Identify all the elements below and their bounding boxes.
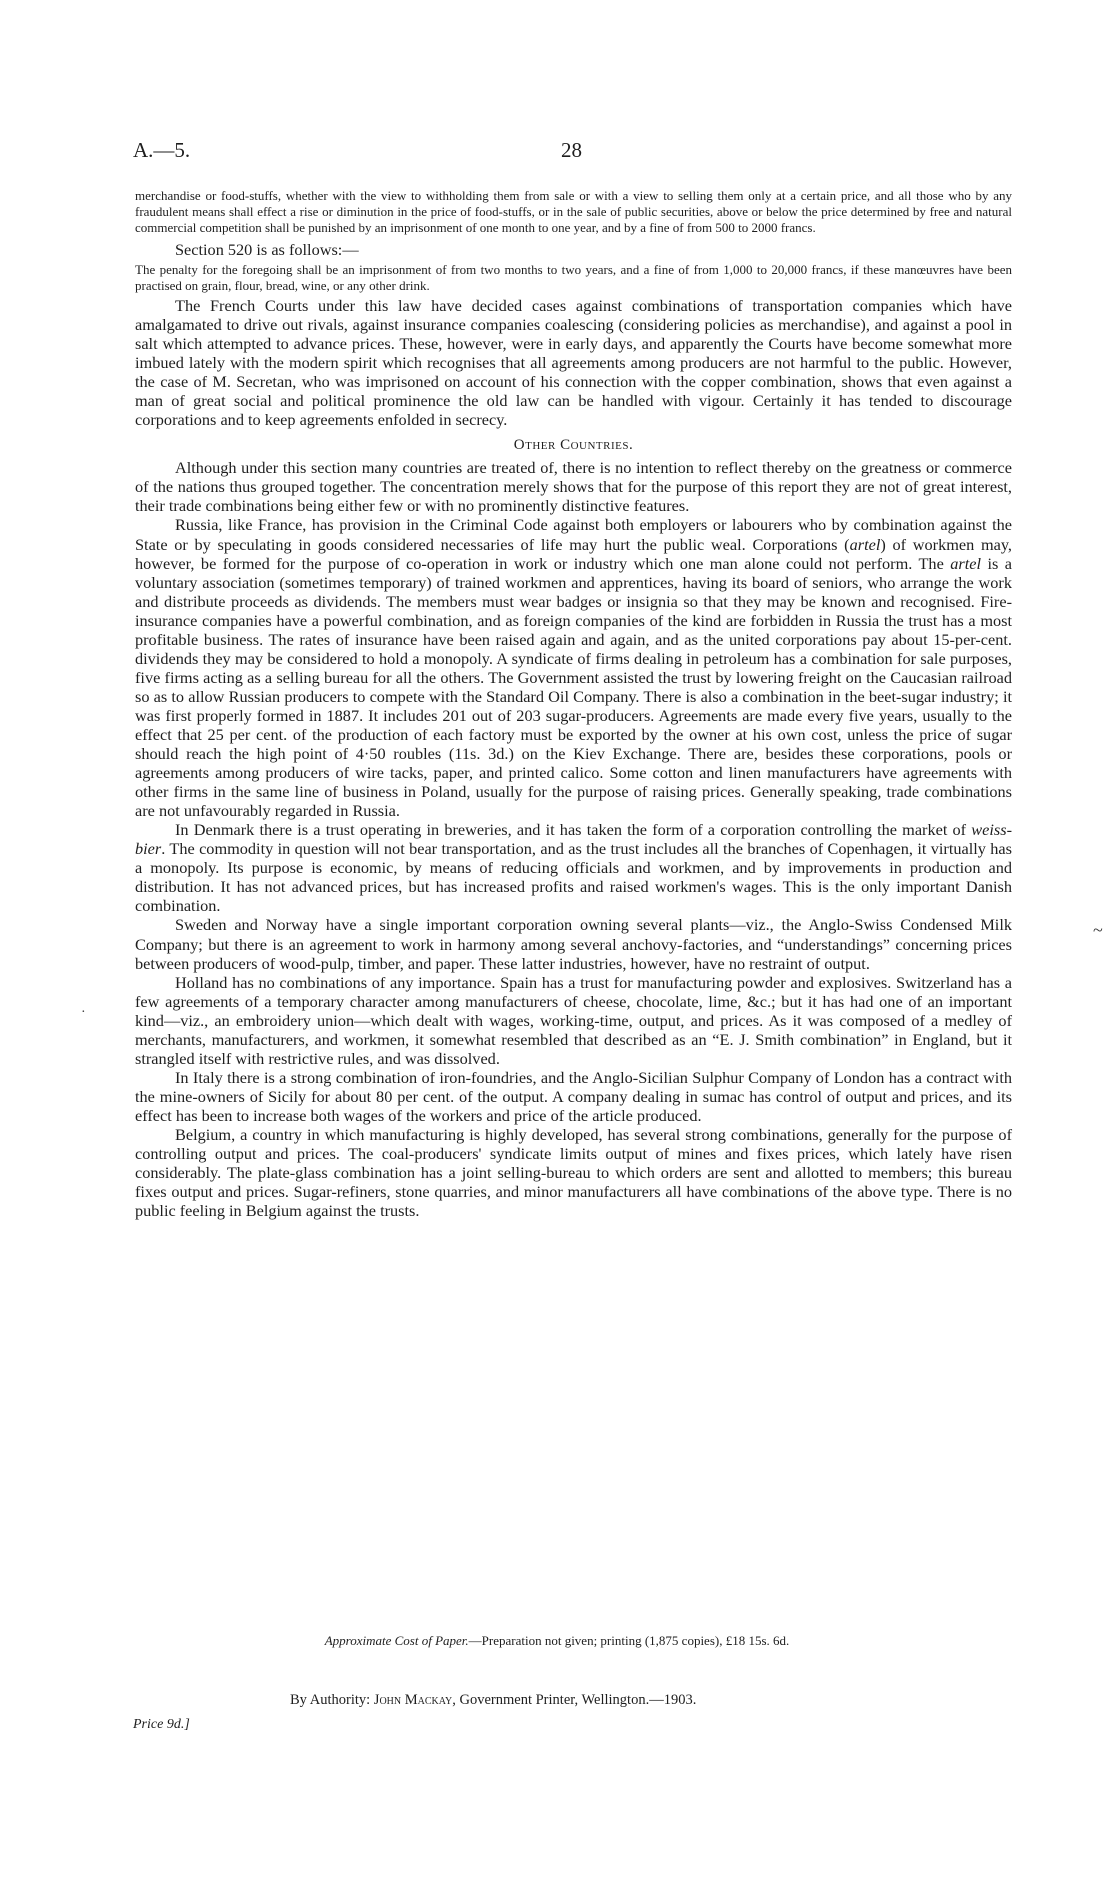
- authority-suffix: , Government Printer, Wellington.—1903.: [452, 1692, 697, 1708]
- paragraph-belgium: Belgium, a country in which manufacturing is highly developed, has several strong combinations, generally for the purpose of controlling output and prices. The coal-producers' syndicate limits output of mines and fixes prices, which lately have risen considerably. The plate-glass combination has a joint selling-bureau to which orders are sent and allotted to members; this bureau fixes output and prices. Sugar-refiners, stone quarries, and minor manufacturers all have combinations of the above type. There is no public feeling in Belgium against the trusts.: [135, 1124, 1012, 1221]
- paragraph-italy: In Italy there is a strong combination of iron-foundries, and the Anglo-Sicilian Sulphur Company of London has a contract with the mine-owners of Sicily for about 80 per cent. of the output. A company dealing in sumac has control of output and prices, and its effect has been to increase both wages of the workers and price of the article produced.: [135, 1067, 1012, 1125]
- paragraph-sweden-norway: Sweden and Norway have a single important corporation owning several plants—viz., the Anglo-Swiss Condensed Milk Company; but there is an agreement to work in harmony among several anchovy-factories, and “understandings” concerning prices between producers of wood-pulp, timber, and paper. These latter industries, however, have no restraint of output.: [135, 915, 1012, 973]
- margin-dash-mark: ~: [1093, 920, 1103, 940]
- paragraph-intro: Although under this section many countries are treated of, there is no intention to reflect thereby on the greatness or commerce of the nations thus grouped together. The concentration merely shows that for the purpose of this report they are not of great interest, their trade combinations being either few or with no prominently distinctive features.: [135, 458, 1012, 516]
- footer-authority: [290, 1692, 696, 1709]
- quote-continuation: merchandise or food-stuffs, whether with the view to withholding them from sale or with a view to selling them only at a certain price, and all those who by any fraudulent means shall effect a rise or diminution in the price of food-stuffs, or in the sale of public securities, above or below the price determined by free and natural commercial competition shall be punished by an imprisonment of one month to one year, and by a fine of from 500 to 2000 francs.: [135, 188, 1012, 236]
- footer-price: Price 9d.]: [133, 1717, 190, 1732]
- russia-text-1: Russia, like France, has provision in the Criminal Code against both employers or labourers who by combination against the State or by speculating in goods considered necessaries of life may hurt the public weal. Corporations (: [135, 515, 1012, 554]
- section-520-lead: Section 520 is as follows:—: [175, 239, 359, 259]
- denmark-text-1: In Denmark there is a trust operating in breweries, and it has taken the form of a corporation controlling the market of: [175, 820, 972, 840]
- paragraph-denmark: [135, 820, 1012, 915]
- paragraph-holland-spain-switzerland: Holland has no combinations of any importance. Spain has a trust for manufacturing powder and explosives. Switzerland has a few agreements of a temporary character among manufacturers of cheese, chocolate, lime, &c.; but it has had one of an important kind—viz., an embroidery union—which dealt with wages, working-time, output, and prices. As it was composed of a medley of merchants, manufacturers, and workmen, it somewhat resembled that described as an “E. J. Smith combination” in England, but it strangled itself with restrictive rules, and was dissolved.: [135, 972, 1012, 1068]
- heading-text: Other Countries.: [513, 437, 634, 454]
- cost-text: —Preparation not given; printing (1,875 copies), £18 15s. 6d.: [468, 1633, 790, 1648]
- footer-cost-of-paper: [0, 1633, 1114, 1649]
- quote-section-520: The penalty for the foregoing shall be an imprisonment of from two months to two years, and a fine of from 1,000 to 20,000 francs, if these manœuvres have been practised on grain, flour, bread, wine, or any other drink.: [135, 261, 1012, 293]
- document-reference: A.—5.: [133, 138, 191, 162]
- paragraph-russia: [135, 515, 1012, 820]
- page-number: 28: [561, 138, 582, 162]
- russia-artel-term: artel: [849, 534, 881, 554]
- printer-name: John Mackay: [373, 1692, 453, 1708]
- denmark-weiss-bier-term: weiss-bier: [135, 820, 1012, 859]
- page-body: [135, 188, 1012, 1220]
- denmark-text-2: . The commodity in question will not bear transportation, and as the trust includes all the branches of Copenhagen, it virtually has a monopoly. Its purpose is economic, by means of reducing officials and workmen, and by improvements in production and distribution. It has not advanced prices, but has increased profits and raised workmen's wages. This is the only important Danish combination.: [135, 839, 1012, 916]
- cost-label: Approximate Cost of Paper.: [324, 1633, 469, 1648]
- page-header: [133, 138, 1013, 168]
- section-heading-other-countries: [135, 437, 1012, 454]
- russia-text-2: ) of workmen may, however, be formed for the purpose of co-operation in work or industry which one man alone could not perform. The: [135, 534, 1012, 573]
- russia-text-3: is a voluntary association (sometimes temporary) of trained workmen and apprentices, having its board of seniors, who arrange the work and distribute proceeds as dividends. The members must wear badges or insignia so that they may be known and recognised. Fire-insurance companies have a powerful combination, and as foreign companies of the kind are forbidden in Russia the trust has a most profitable business. The rates of insurance have been raised again and again, and as the united corporations pay about 15-per-cent. dividends they may be considered to hold a monopoly. A syndicate of firms dealing in petroleum has a combination for sale purposes, five firms acting as a selling bureau for all the others. The Government assisted the trust by lowering freight on the Caucasian railroad so as to allow Russian producers to compete with the Standard Oil Company. There is also a combination in the beet-sugar industry; it was first properly formed in 1887. It includes 201 out of 203 sugar-producers. Agreements are made every five years, usually to the effect that 25 per cent. of the production of each factory must be exported by the owner at his own cost, unless the price of sugar should reach the high point of 4·50 roubles (11s. 3d.) on the Kiev Exchange. There are, besides these corporations, pools or agreements among producers of wire tacks, paper, and printed calico. Some cotton and linen manufacturers have agreements with other firms in the same line of business in Poland, usually for the purpose of raising prices. Generally speaking, trade combinations are not unfavourably regarded in Russia.: [135, 553, 1012, 821]
- paragraph-french-courts: The French Courts under this law have decided cases against combinations of transportation companies which have amalgamated to drive out rivals, against insurance companies coalescing (considering policies as merchandise), and against a pool in salt which attempted to advance prices. These, however, were in early days, and apparently the Courts have become somewhat more imbued lately with the modern spirit which recognises that all agreements among producers are not harmful to the public. However, the case of M. Secretan, who was imprisoned on account of his connection with the copper combination, shows that even against a man of great social and political prominence the old law can be handled with vigour. Certainly it has tended to discourage corporations and to keep agreements enfolded in secrecy.: [135, 296, 1012, 430]
- authority-prefix: By Authority:: [290, 1692, 371, 1708]
- margin-dot-mark: ·: [81, 1005, 86, 1020]
- russia-artel-term-2: artel: [950, 553, 981, 573]
